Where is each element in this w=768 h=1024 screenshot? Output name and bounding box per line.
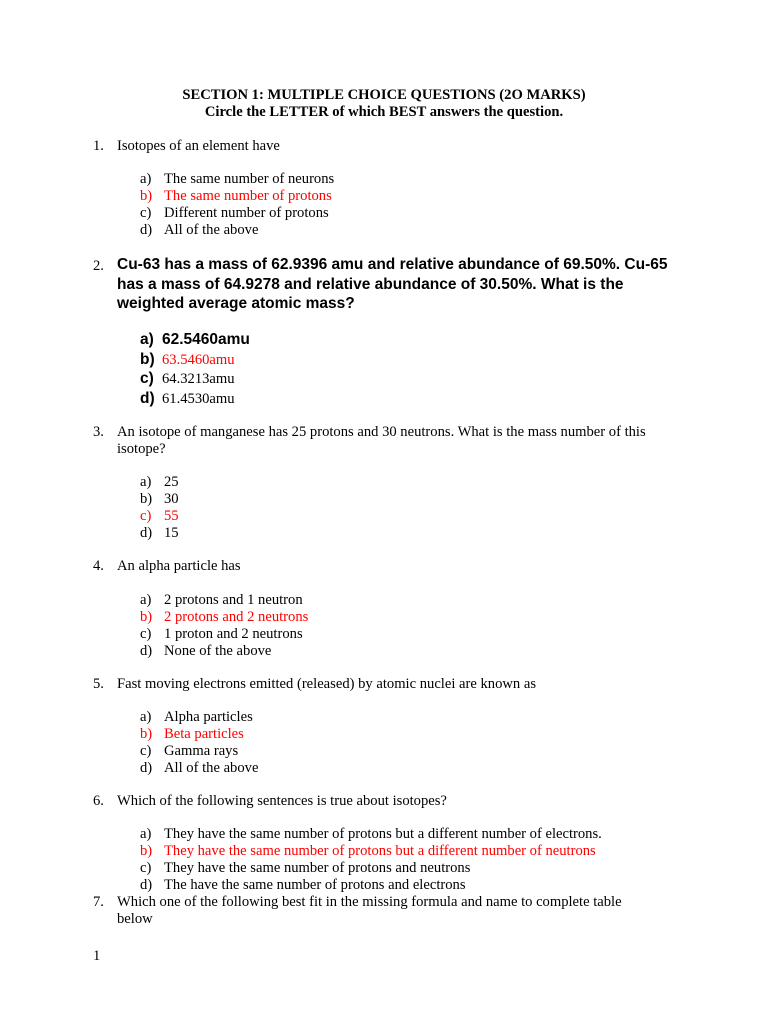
option-letter: b)	[140, 726, 153, 742]
option-text: Different number of protons	[164, 205, 329, 221]
question-stem: Which one of the following best fit in the missing formula and name to complete table below	[117, 894, 622, 927]
question-stem: Which of the following sentences is true about isotopes?	[117, 793, 447, 809]
question-1-options	[140, 171, 660, 239]
option-letter: b)	[140, 843, 153, 859]
question-6	[93, 793, 673, 810]
option-text: Gamma rays	[164, 743, 239, 759]
option-a[interactable]	[140, 826, 660, 843]
option-d[interactable]	[140, 525, 660, 542]
option-text: The have the same number of protons and electrons	[164, 877, 466, 893]
option-letter: c)	[140, 626, 152, 642]
option-b-answer[interactable]	[140, 350, 660, 370]
option-c[interactable]	[140, 205, 660, 222]
option-a[interactable]	[140, 592, 660, 609]
option-text: 61.4530amu	[162, 390, 235, 407]
option-text: They have the same number of protons but a different number of electrons.	[164, 826, 602, 842]
option-d[interactable]	[140, 877, 660, 894]
option-text: 30	[164, 491, 179, 507]
option-text: 63.5460amu	[162, 351, 235, 368]
question-7	[93, 894, 658, 928]
option-letter: d)	[140, 525, 153, 541]
option-c[interactable]	[140, 626, 660, 643]
option-b-answer[interactable]	[140, 843, 660, 860]
option-b-answer[interactable]	[140, 726, 660, 743]
question-stem: An alpha particle has	[117, 558, 241, 574]
option-text: 1 proton and 2 neutrons	[164, 626, 303, 642]
option-text: 15	[164, 525, 179, 541]
question-number: 4.	[93, 558, 104, 574]
option-text: 64.3213amu	[162, 371, 235, 387]
option-d[interactable]	[140, 389, 660, 409]
question-number: 7.	[93, 894, 104, 910]
question-3-options	[140, 474, 660, 542]
question-4	[93, 558, 673, 575]
option-d[interactable]	[140, 643, 660, 660]
option-text: The same number of neurons	[164, 171, 335, 187]
question-4-options	[140, 592, 660, 660]
option-text: 25	[164, 474, 179, 490]
option-text: All of the above	[164, 222, 259, 238]
option-letter: a)	[140, 171, 152, 187]
option-b-answer[interactable]	[140, 188, 660, 205]
question-2-options	[140, 330, 660, 408]
question-3	[93, 424, 658, 458]
option-letter: d)	[140, 222, 153, 238]
option-c[interactable]	[140, 369, 660, 389]
option-b-answer[interactable]	[140, 609, 660, 626]
question-1	[93, 138, 673, 155]
page-number: 1	[93, 948, 101, 964]
option-letter: c)	[140, 743, 152, 759]
option-text: The same number of protons	[164, 188, 332, 204]
option-a[interactable]	[140, 171, 660, 188]
option-letter: c)	[140, 205, 152, 221]
option-letter: b)	[140, 188, 153, 204]
option-letter: d)	[140, 760, 153, 776]
option-text: None of the above	[164, 643, 272, 659]
option-c[interactable]	[140, 743, 660, 760]
option-text: Alpha particles	[164, 709, 253, 725]
option-text: They have the same number of protons and neutrons	[164, 860, 471, 876]
option-text: 55	[164, 508, 179, 524]
question-6-options	[140, 826, 660, 894]
option-d[interactable]	[140, 222, 660, 239]
option-text: 2 protons and 2 neutrons	[164, 609, 309, 625]
option-letter: d)	[140, 643, 153, 659]
question-number: 1.	[93, 138, 104, 154]
question-number: 5.	[93, 676, 104, 692]
question-number: 3.	[93, 424, 104, 440]
option-text: They have the same number of protons but a different number of neutrons	[164, 843, 596, 859]
option-letter: a)	[140, 331, 154, 348]
option-letter: b)	[140, 609, 153, 625]
option-letter: a)	[140, 592, 152, 608]
option-a[interactable]	[140, 474, 660, 491]
option-text: 62.5460amu	[162, 331, 250, 348]
option-letter: d)	[140, 389, 155, 407]
question-5	[93, 676, 673, 693]
option-text: All of the above	[164, 760, 259, 776]
option-text: Beta particles	[164, 726, 244, 742]
option-letter: c)	[140, 860, 152, 876]
option-letter: c)	[140, 370, 154, 387]
option-c-answer[interactable]	[140, 508, 660, 525]
section-title: SECTION 1: MULTIPLE CHOICE QUESTIONS (2O MARKS)	[182, 87, 586, 103]
question-number: 2.	[93, 258, 104, 274]
option-letter: c)	[140, 508, 152, 524]
option-letter: a)	[140, 826, 152, 842]
option-d[interactable]	[140, 760, 660, 777]
question-stem: Fast moving electrons emitted (released) by atomic nuclei are known as	[117, 676, 537, 692]
option-letter: b)	[140, 491, 153, 507]
option-text: 2 protons and 1 neutron	[164, 592, 303, 608]
question-stem: Cu-63 has a mass of 62.9396 amu and relative abundance of 69.50%. Cu-65 has a mass of 64.9278 and relative abundance of 30.50%. What is the weighted average atomic mass?	[117, 256, 668, 312]
question-number: 6.	[93, 793, 104, 809]
option-a[interactable]	[140, 709, 660, 726]
section-instructions: Circle the LETTER of which BEST answers the question.	[204, 104, 564, 120]
section-header	[0, 87, 768, 121]
question-2	[93, 255, 668, 314]
option-a[interactable]	[140, 330, 660, 350]
option-letter: a)	[140, 709, 152, 725]
option-c[interactable]	[140, 860, 660, 877]
question-5-options	[140, 709, 660, 777]
option-letter: b)	[140, 350, 155, 368]
option-letter: a)	[140, 474, 152, 490]
question-stem: Isotopes of an element have	[117, 138, 280, 154]
option-b[interactable]	[140, 491, 660, 508]
question-stem: An isotope of manganese has 25 protons and 30 neutrons. What is the mass number of this isotope?	[117, 424, 646, 457]
option-letter: d)	[140, 877, 153, 893]
